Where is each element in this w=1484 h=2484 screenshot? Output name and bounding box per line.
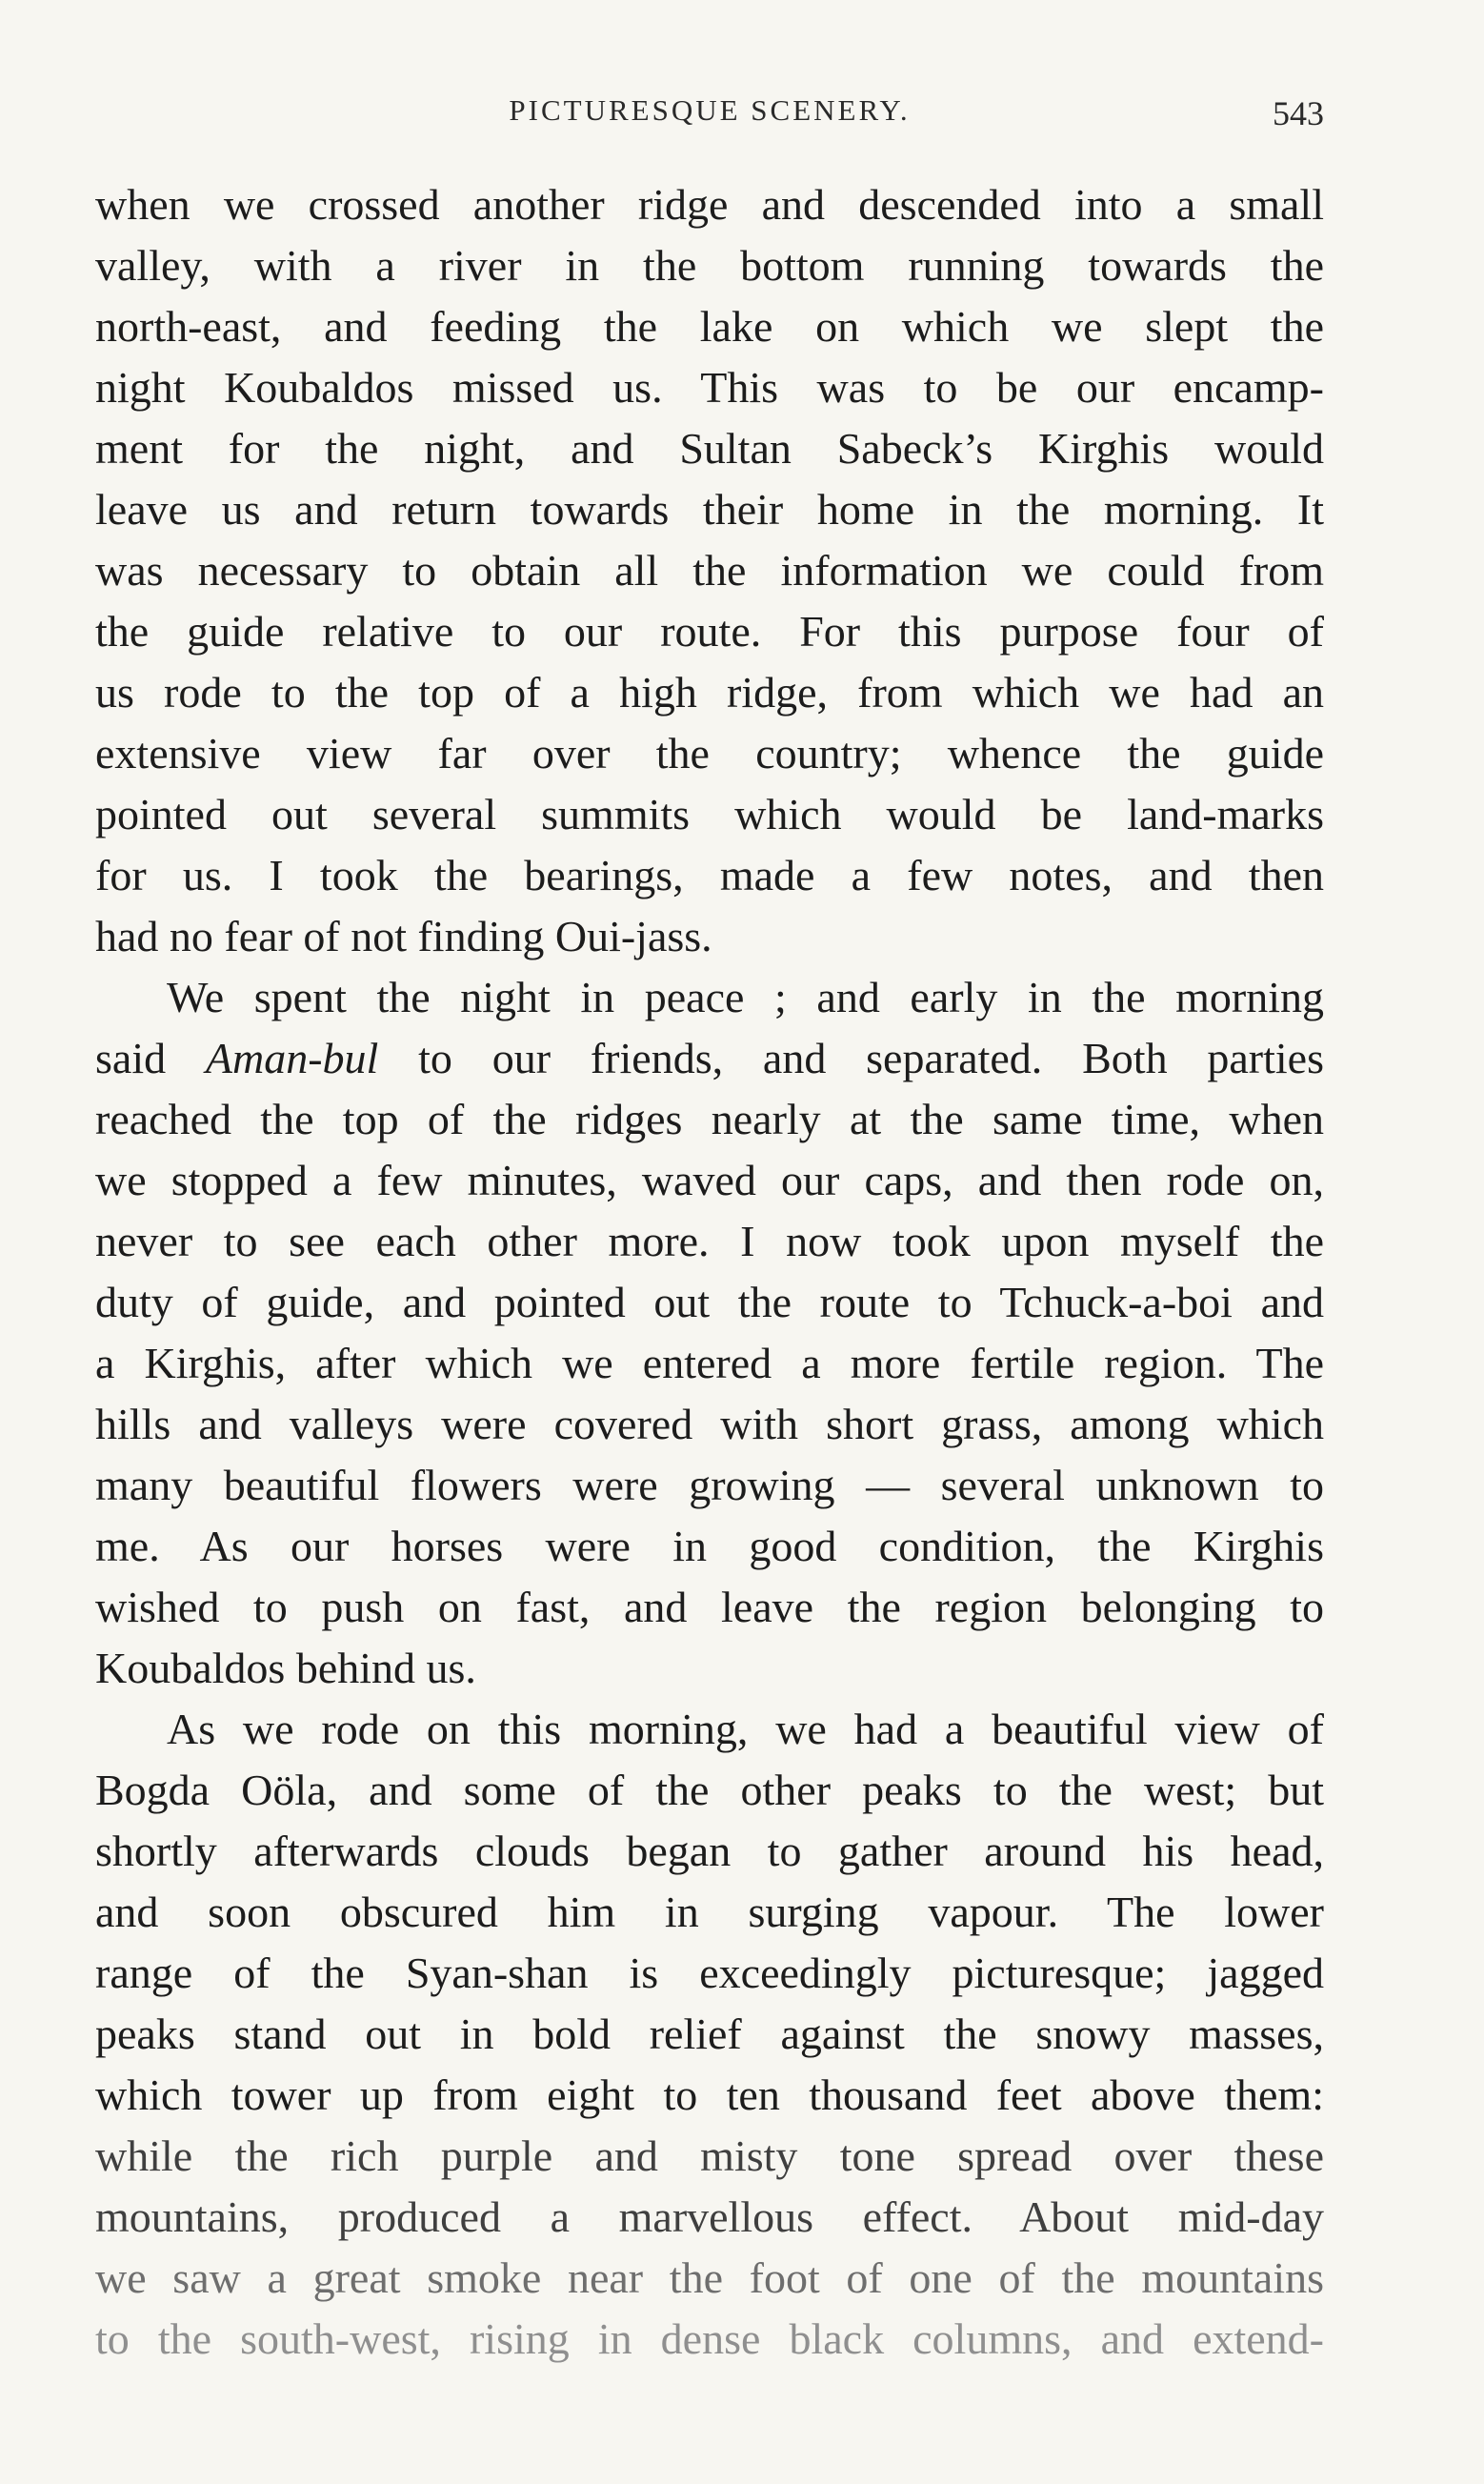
text-line: while the rich purple and misty tone spread over these	[95, 2131, 1324, 2180]
text-line: range of the Syan-shan is exceedingly picturesque; jagged	[95, 1949, 1324, 1997]
page-number: 543	[1273, 94, 1324, 132]
text-line: leave us and return towards their home in the morning. It	[95, 485, 1324, 534]
text-line: duty of guide, and pointed out the route to Tchuck-a-boi and	[95, 1278, 1324, 1326]
body-text	[95, 174, 1324, 2370]
text-line: ment for the night, and Sultan Sabeck’s Kirghis would	[95, 424, 1324, 473]
text-line: Bogda Oöla, and some of the other peaks to the west; but	[95, 1766, 1324, 1814]
text-line: night Koubaldos missed us. This was to be our encamp-	[95, 363, 1324, 412]
text-line: As we rode on this morning, we had a beautiful view of	[167, 1705, 1324, 1753]
text-line: reached the top of the ridges nearly at the same time, when	[95, 1095, 1324, 1143]
text-line: we stopped a few minutes, waved our caps, and then rode on,	[95, 1156, 1324, 1204]
text-line: and soon obscured him in surging vapour. The lower	[95, 1888, 1324, 1936]
text-line: me. As our horses were in good condition, the Kirghis	[95, 1522, 1324, 1570]
text-line	[95, 1028, 1324, 1089]
text-line: valley, with a river in the bottom running towards the	[95, 241, 1324, 290]
text-segment: said	[95, 1034, 206, 1082]
text-line: hills and valleys were covered with short grass, among which	[95, 1400, 1324, 1448]
italic-phrase: Aman-bul	[205, 1034, 379, 1082]
text-line: shortly afterwards clouds began to gather around his head,	[95, 1827, 1324, 1875]
text-line: to the south-west, rising in dense black columns, and extend-	[95, 2314, 1324, 2363]
text-line: many beautiful flowers were growing — several unknown to	[95, 1461, 1324, 1509]
text-line: us rode to the top of a high ridge, from which we had an	[95, 668, 1324, 717]
text-line: never to see each other more. I now took upon myself the	[95, 1217, 1324, 1265]
text-line: wished to push on fast, and leave the region belonging to	[95, 1583, 1324, 1631]
text-line: We spent the night in peace ; and early in the morning	[167, 973, 1324, 1021]
text-line: peaks stand out in bold relief against the snowy masses,	[95, 2009, 1324, 2058]
text-line: we saw a great smoke near the foot of one of the mountains	[95, 2253, 1324, 2302]
text-line: which tower up from eight to ten thousand feet above them:	[95, 2070, 1324, 2119]
text-line: when we crossed another ridge and descended into a small	[95, 180, 1324, 229]
text-line: pointed out several summits which would be land-marks	[95, 790, 1324, 838]
text-line: north-east, and feeding the lake on which we slept the	[95, 302, 1324, 351]
text-line: the guide relative to our route. For this purpose four of	[95, 607, 1324, 656]
text-line: mountains, produced a marvellous effect. About mid-day	[95, 2192, 1324, 2241]
text-line: extensive view far over the country; whence the guide	[95, 729, 1324, 778]
text-line: for us. I took the bearings, made a few notes, and then	[95, 851, 1324, 899]
text-line: Koubaldos behind us.	[95, 1644, 476, 1692]
text-segment: to our friends, and separated. Both parties	[378, 1034, 1324, 1082]
text-line: had no fear of not finding Oui-jass.	[95, 912, 712, 960]
page-header	[95, 93, 1324, 151]
text-line: was necessary to obtain all the information we could from	[95, 546, 1324, 595]
running-head: PICTURESQUE SCENERY.	[509, 93, 911, 127]
text-line: a Kirghis, after which we entered a more fertile region. The	[95, 1339, 1324, 1387]
